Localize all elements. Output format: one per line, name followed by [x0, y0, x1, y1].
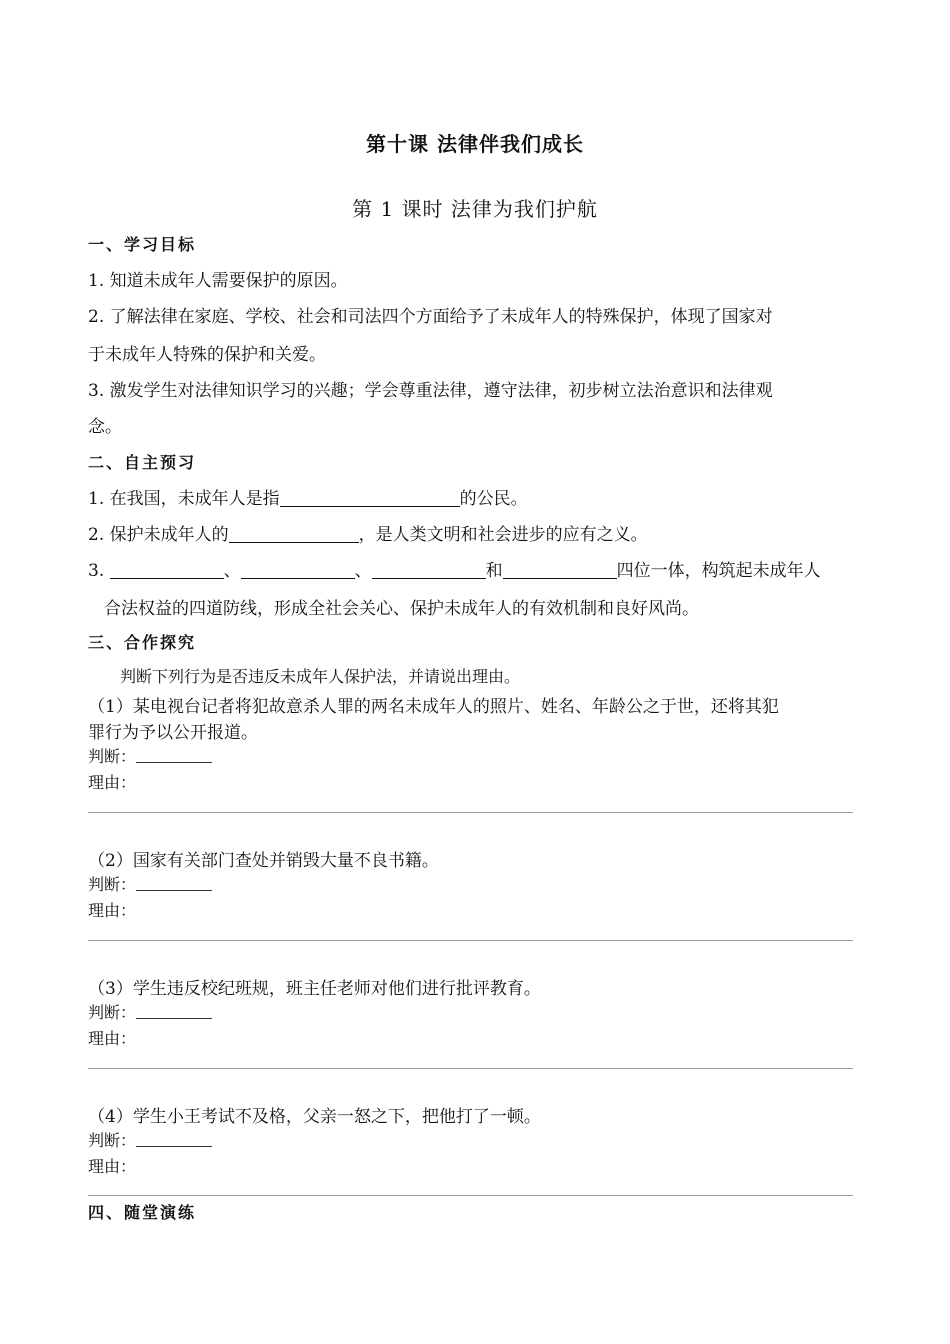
fill-blank[interactable] [280, 488, 460, 507]
judge-row [88, 872, 212, 895]
explore-intro: 判断下列行为是否违反未成年人保护法，并请说出理由。 [120, 667, 521, 686]
answer-line[interactable] [88, 940, 853, 941]
question-text: 1. 在我国，未成年人是指 [88, 489, 280, 509]
question-text: 2. 保护未成年人的 [88, 525, 229, 545]
question-number: 3. [88, 561, 105, 581]
judge-blank[interactable] [136, 748, 212, 763]
separator: 、 [223, 561, 241, 581]
case-text: （1）某电视台记者将犯故意杀人罪的两名未成年人的照片、姓名、年龄公之于世，还将其犯 [88, 697, 779, 717]
preview-question-3-continued: 合法权益的四道防线，形成全社会关心、保护未成年人的有效机制和良好风尚。 [104, 599, 699, 619]
case-text: （4）学生小王考试不及格，父亲一怒之下，把他打了一顿。 [88, 1107, 541, 1127]
objective-line: 念。 [88, 417, 122, 437]
judge-label: 判断： [88, 875, 137, 894]
answer-line[interactable] [88, 1195, 853, 1196]
objective-line: 于未成年人特殊的保护和关爱。 [88, 345, 326, 365]
lesson-subtitle: 第 1 课时 法律为我们护航 [352, 197, 598, 221]
judge-row [88, 1128, 212, 1151]
answer-line[interactable] [88, 812, 853, 813]
judge-blank[interactable] [136, 1132, 212, 1147]
section-heading-practice: 四、随堂演练 [88, 1203, 197, 1222]
reason-label: 理由： [88, 1157, 137, 1176]
objective-line: 3. 激发学生对法律知识学习的兴趣；学会尊重法律，遵守法律，初步树立法治意识和法律观 [88, 381, 773, 401]
section-heading-preview: 二、自主预习 [88, 453, 197, 472]
preview-question-2 [88, 520, 648, 545]
conjunction: 和 [485, 561, 503, 581]
case-text: 罪行为予以公开报道。 [88, 723, 258, 743]
question-text: 的公民。 [459, 489, 528, 509]
fill-blank[interactable] [503, 560, 617, 579]
case-text: （2）国家有关部门查处并销毁大量不良书籍。 [88, 851, 439, 871]
judge-label: 判断： [88, 1131, 137, 1150]
question-text: ，是人类文明和社会进步的应有之义。 [358, 525, 648, 545]
lesson-title: 第十课 法律伴我们成长 [366, 132, 584, 156]
judge-blank[interactable] [136, 876, 212, 891]
judge-label: 判断： [88, 747, 137, 766]
judge-row [88, 1000, 212, 1023]
reason-label: 理由： [88, 773, 137, 792]
preview-question-3 [88, 556, 821, 581]
preview-question-1 [88, 484, 528, 509]
reason-label: 理由： [88, 901, 137, 920]
question-text: 四位一体，构筑起未成年人 [616, 561, 821, 581]
section-heading-objectives: 一、学习目标 [88, 235, 197, 254]
fill-blank[interactable] [241, 560, 355, 579]
objective-line: 1. 知道未成年人需要保护的原因。 [88, 271, 348, 291]
judge-label: 判断： [88, 1003, 137, 1022]
separator: 、 [354, 561, 372, 581]
answer-line[interactable] [88, 1068, 853, 1069]
fill-blank[interactable] [229, 524, 359, 543]
judge-row [88, 744, 212, 767]
reason-label: 理由： [88, 1029, 137, 1048]
fill-blank[interactable] [110, 560, 224, 579]
objective-line: 2. 了解法律在家庭、学校、社会和司法四个方面给予了未成年人的特殊保护，体现了国家对 [88, 307, 773, 327]
judge-blank[interactable] [136, 1004, 212, 1019]
section-heading-explore: 三、合作探究 [88, 633, 197, 652]
case-text: （3）学生违反校纪班规，班主任老师对他们进行批评教育。 [88, 979, 541, 999]
fill-blank[interactable] [372, 560, 486, 579]
